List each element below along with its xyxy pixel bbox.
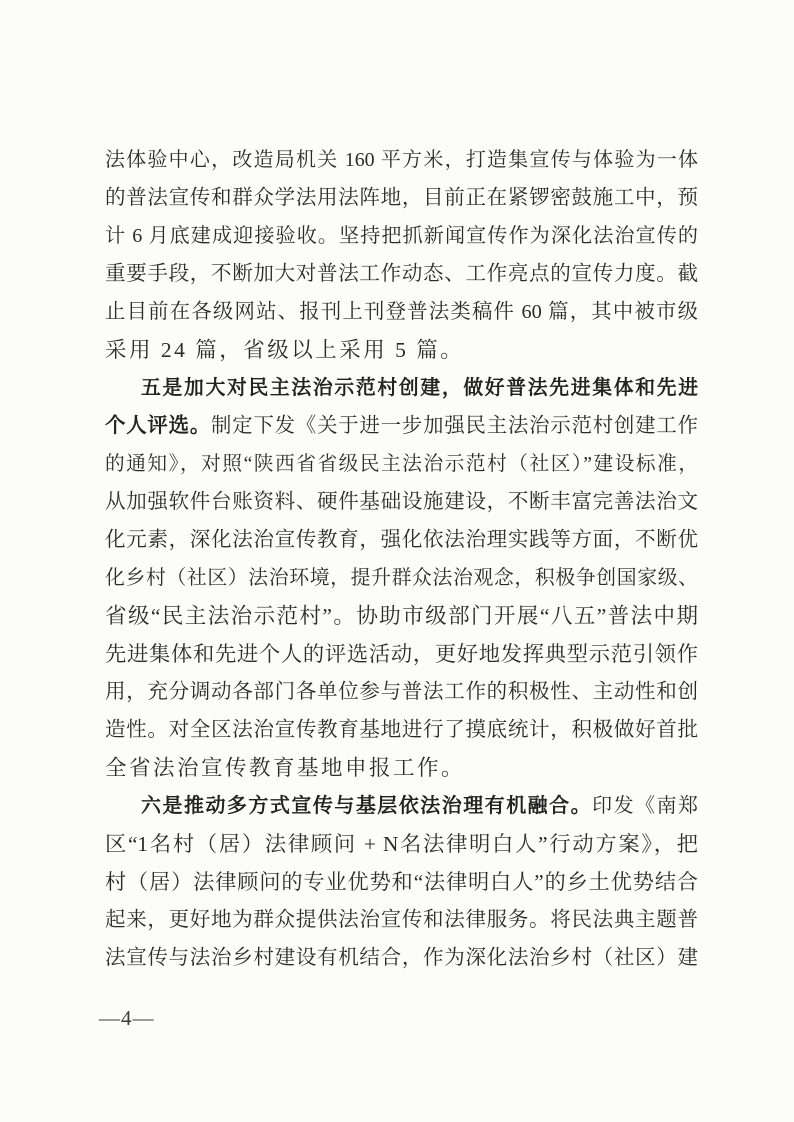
text-line [105, 787, 698, 825]
text-line [105, 483, 698, 521]
text-line [105, 711, 698, 749]
text-line [105, 293, 698, 331]
text-line [105, 673, 698, 711]
text-segment: 先进集体和先进个人的评选活动，更好地发挥典型示范引领作 [105, 642, 698, 666]
text-line [105, 445, 698, 483]
text-segment: 法宣传与法治乡村建设有机结合，作为深化法治乡村（社区）建 [105, 947, 698, 969]
text-segment: 村（居）法律顾问的专业优势和“法律明白人”的乡土优势结合 [105, 870, 698, 894]
text-segment: 的普法宣传和群众学法用法阵地，目前正在紧锣密鼓施工中，预 [105, 187, 698, 209]
text-line [105, 825, 698, 863]
document-body [105, 141, 698, 977]
text-segment: 用，充分调动各部门各单位参与普法工作的积极性、主动性和创 [105, 681, 698, 703]
text-line [105, 939, 698, 977]
text-line [105, 331, 698, 369]
text-segment: 的通知》，对照“陕西省省级民主法治示范村（社区）”建设标准， [105, 453, 698, 475]
paragraph [105, 369, 698, 787]
text-line [105, 901, 698, 939]
text-segment: 计 6 月底建成迎接验收。坚持把抓新闻宣传作为深化法治宣传的 [105, 225, 698, 247]
text-segment: 重要手段，不断加大对普法工作动态、工作亮点的宣传力度。截 [105, 263, 698, 285]
text-line [105, 179, 698, 217]
page-number: —4— [99, 1006, 155, 1030]
text-line [105, 217, 698, 255]
text-segment: 从加强软件台账资料、硬件基础设施建设，不断丰富完善法治文 [105, 491, 698, 513]
text-segment: 止目前在各级网站、报刊上刊登普法类稿件 60 篇，其中被市级 [105, 301, 698, 323]
text-line [105, 863, 698, 901]
text-segment: 采用 24 篇，省级以上采用 5 篇。 [105, 338, 465, 362]
text-segment: 省级“民主法治示范村”。协助市级部门开展“八五”普法中期 [105, 604, 698, 628]
text-line [105, 369, 698, 407]
text-segment: 法体验中心，改造局机关 160 平方米，打造集宣传与体验为一体 [105, 149, 698, 171]
paragraph [105, 787, 698, 977]
paragraph [105, 141, 698, 369]
text-line [105, 407, 698, 445]
text-line [105, 521, 698, 559]
bold-text-segment: 五是加大对民主法治示范村创建，做好普法先进集体和先进 [141, 377, 698, 399]
text-line [105, 635, 698, 673]
bold-text-segment: 个人评选。 [105, 415, 212, 437]
bold-text-segment: 六是推动多方式宣传与基层依法治理有机融合。 [141, 795, 593, 817]
text-segment: 全省法治宣传教育基地申报工作。 [105, 756, 466, 780]
text-line [105, 749, 698, 787]
text-segment: 起来，更好地为群众提供法治宣传和法律服务。将民法典主题普 [105, 909, 698, 931]
text-line [105, 255, 698, 293]
text-segment: 造性。对全区法治宣传教育基地进行了摸底统计，积极做好首批 [105, 719, 698, 741]
text-segment: 化元素，深化法治宣传教育，强化依法治理实践等方面，不断优 [105, 529, 698, 551]
text-line [105, 597, 698, 635]
text-segment: 区“1名村（居）法律顾问 + N名法律明白人”行动方案》，把 [105, 832, 698, 856]
text-segment: 制定下发《关于进一步加强民主法治示范村创建工作 [211, 415, 698, 437]
text-line [105, 141, 698, 179]
text-segment: 化乡村（社区）法治环境，提升群众法治观念，积极争创国家级、 [105, 567, 698, 589]
text-segment: 印发《南郑 [592, 795, 698, 817]
text-line [105, 559, 698, 597]
